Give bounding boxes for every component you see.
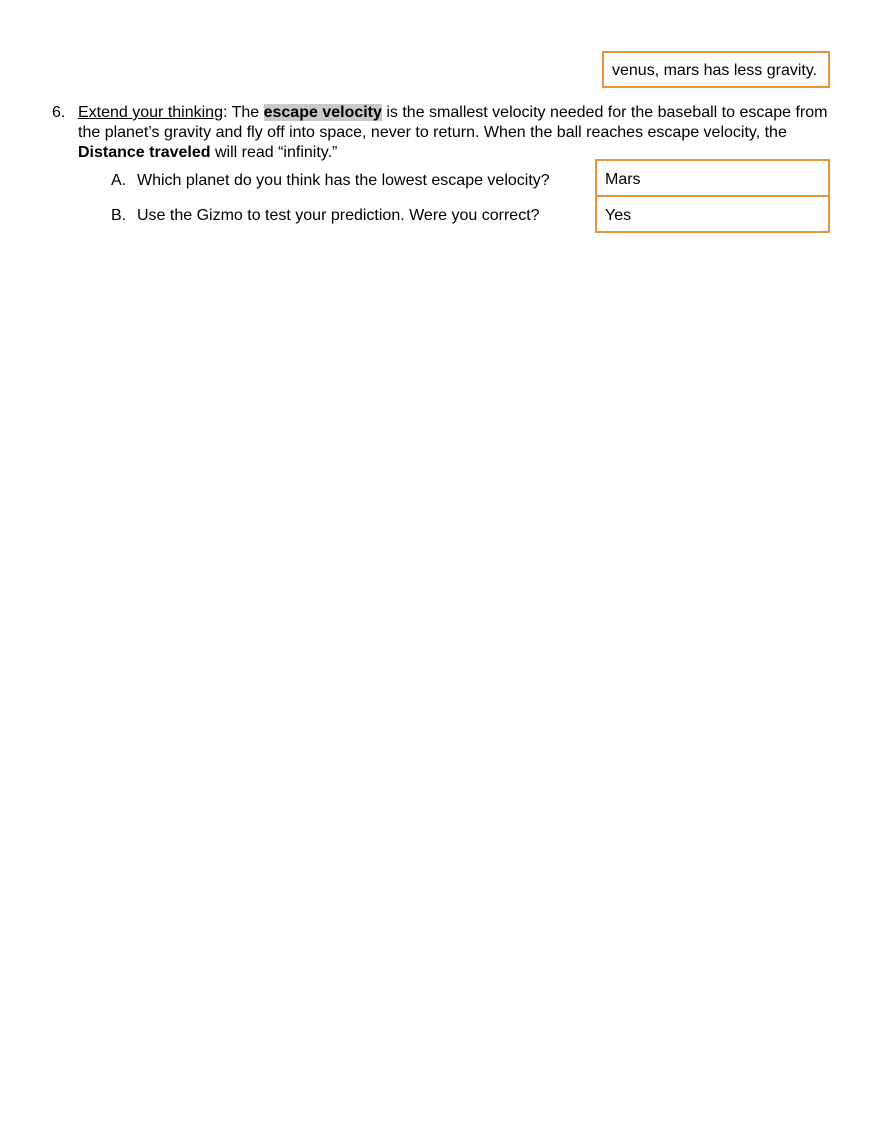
- question-text: [78, 103, 838, 163]
- answer-b-text: Yes: [605, 207, 632, 224]
- question-lead: Extend your thinking: [78, 104, 223, 121]
- highlighted-term: escape velocity: [263, 104, 382, 121]
- sub-question-a-letter: A.: [111, 172, 127, 189]
- question-colon: : The: [222, 104, 264, 121]
- sub-question-b-letter: B.: [111, 207, 127, 224]
- answer-b-box[interactable]: [595, 195, 830, 233]
- previous-answer-box[interactable]: [602, 51, 830, 88]
- answer-a-text: Mars: [605, 171, 641, 188]
- previous-answer-text: venus, mars has less gravity.: [612, 62, 818, 79]
- sub-question-a-text: Which planet do you think has the lowest escape velocity?: [137, 172, 550, 189]
- answer-a-box[interactable]: [595, 159, 830, 197]
- question-mid: is the smallest velocity needed for the baseball to escape from the planet’s gravity and fly off into space, never to return. When the ball reaches escape velocity, the: [78, 104, 828, 141]
- question-number: 6.: [52, 104, 66, 121]
- sub-question-b-text: Use the Gizmo to test your prediction. Were you correct?: [137, 207, 540, 224]
- bold-term: Distance traveled: [78, 144, 211, 161]
- question-end: will read “infinity.”: [210, 144, 338, 161]
